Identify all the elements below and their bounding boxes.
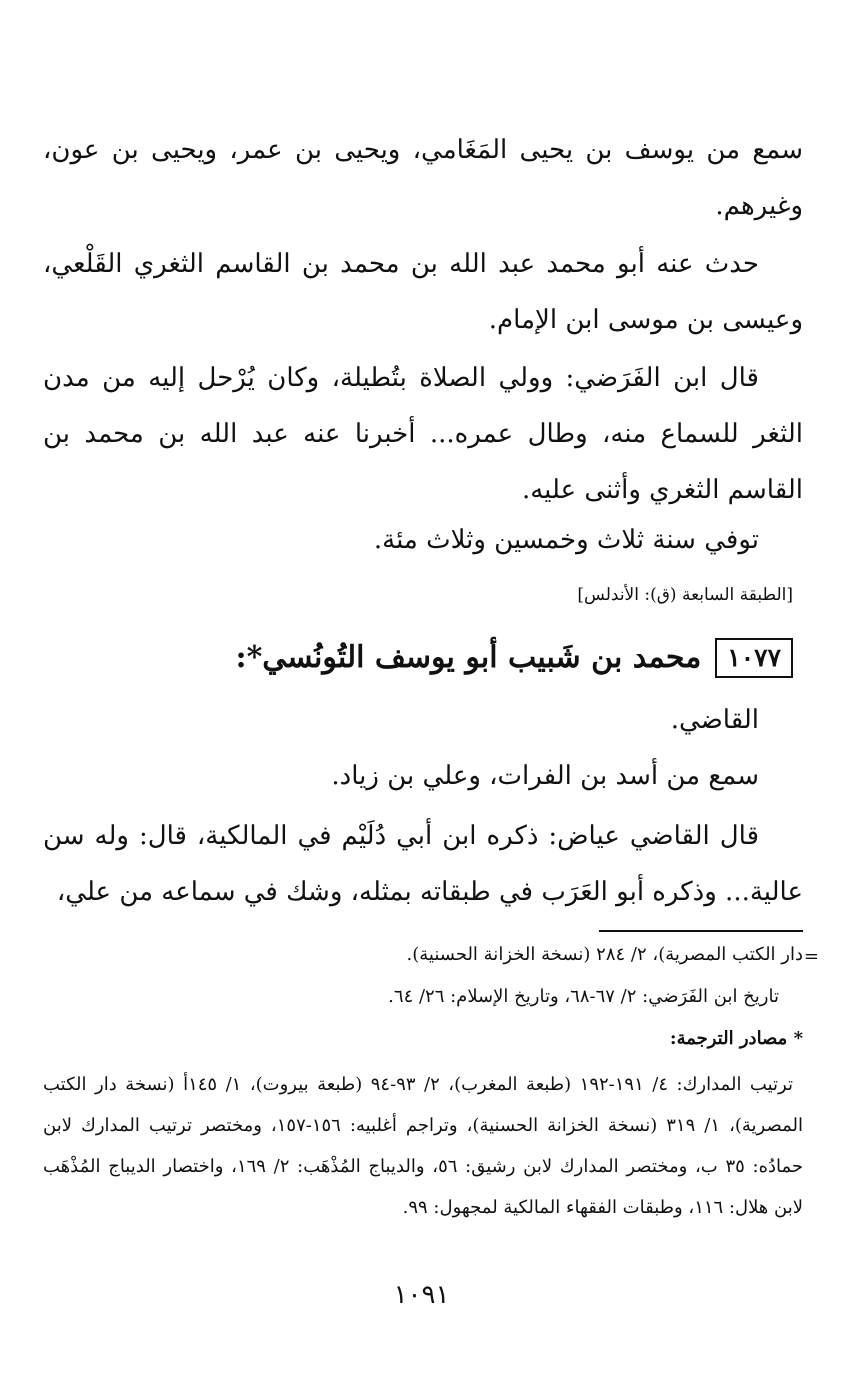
paragraph-teachers: سمع من يوسف بن يحيى المَغَامي، ويحيى بن عمر، ويحيى بن عون، وغيرهم.: [43, 135, 803, 221]
footnote-continuation-marker: =: [803, 946, 819, 967]
paragraph-death-date: توفي سنة ثلاث وخمسين وثلاث مئة.: [373, 525, 759, 555]
entry-number-box: ١٠٧٧: [715, 638, 793, 678]
section-tag: [الطبقة السابعة (ق): الأندلس]: [577, 585, 793, 605]
footnote-sources-list: ترتيب المدارك: ٤/ ١٩١-١٩٢ (طبعة المغرب)، ٢/ ٩٣-٩٤ (طبعة بيروت)، ١/ ١٤٥أ (نسخة دار الكتب المصرية)، ١/ ٣١٩ (نسخة الخزانة الحسنية)، وتراجم أغلبيه: ١٥٦-١٥٧، ومختصر ترتيب المدارك لابن حمادُه: ٣٥ ب، ومختصر المدارك لابن رشيق: ٥٦، والديباج المُذْهَب: ٢/ ١٦٩، واختصار الديباج المُذْهَب لابن هلال: ١١٦، وطبقات الفقهاء المالكية لمجهول: ٩٩.: [43, 1074, 804, 1218]
footnote-continuation: دار الكتب المصرية)، ٢/ ٢٨٤ (نسخة الخزانة الحسنية).: [406, 944, 803, 965]
paragraph-occupation: القاضي.: [670, 705, 759, 735]
paragraph-ibn-faradi-quote: قال ابن الفَرَضي: وولي الصلاة بتُطيلة، وكان يُرْحل إليه من مدن الثغر للسماع منه، وطال عمره... أخبرنا عنه عبد الله بن محمد بن القاسم الثغري وأثنى عليه.: [43, 363, 803, 505]
paragraph-qadi-iyad-quote: قال القاضي عياض: ذكره ابن أبي دُلَيْم في المالكية، قال: وله سن عالية... وذكره أبو العَرَب في طبقاته بمثله، وشك في سماعه من علي،: [43, 821, 803, 907]
footnote-sources-heading: * مصادر الترجمة:: [669, 1028, 803, 1049]
paragraph-entry-teachers: سمع من أسد بن الفرات، وعلي بن زياد.: [331, 761, 759, 791]
paragraph-students: حدث عنه أبو محمد عبد الله بن محمد بن القاسم الثغري القَلْعي، وعيسى بن موسى ابن الإمام.: [43, 249, 803, 335]
footnote-sources-prev: تاريخ ابن الفَرَضي: ٢/ ٦٧-٦٨، وتاريخ الإسلام: ٢٦/ ٦٤.: [388, 986, 779, 1007]
entry-title: محمد بن شَبيب أبو يوسف التُونُسي*:: [235, 640, 702, 675]
footnote-divider: [599, 930, 803, 932]
page-number: ١٠٩١: [393, 1280, 450, 1310]
entry-heading: [236, 636, 793, 680]
